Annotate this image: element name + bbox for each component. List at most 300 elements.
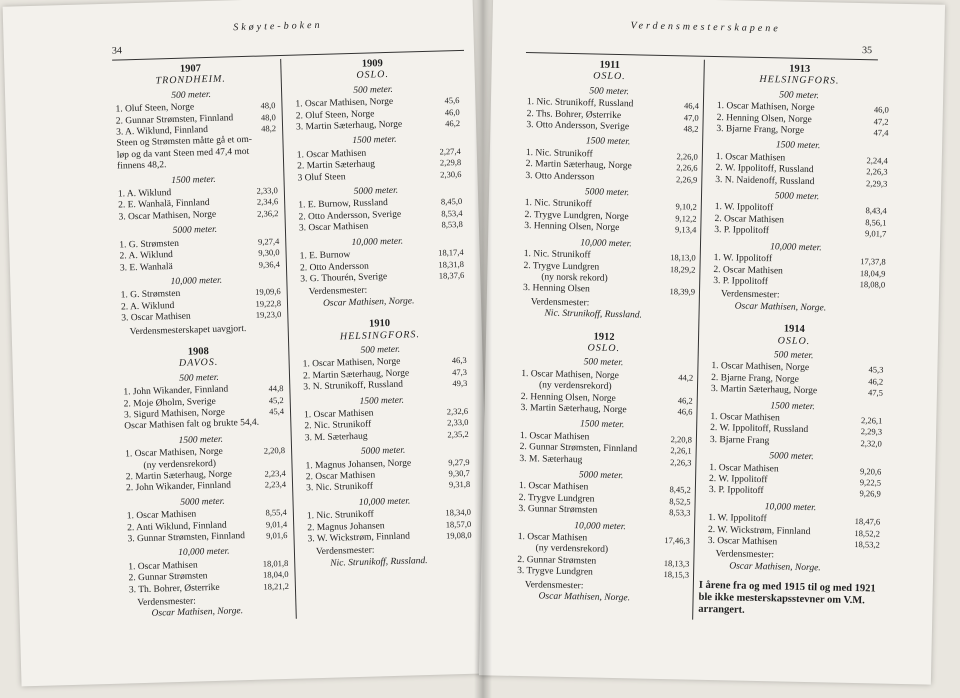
result-time: 9,31,8 (448, 479, 471, 490)
skater-name: 3. Martin Sæterhaug, Norge (710, 384, 818, 397)
result-time: 2,33,0 (447, 417, 469, 428)
result-time: 18,13,3 (663, 557, 690, 569)
skater-name: 2. W. Ippolitoff (708, 473, 768, 486)
result-time: 9,01,6 (266, 529, 288, 541)
skater-name: 1. Oscar Mathisen (709, 462, 779, 475)
result-time: 8,52,5 (669, 495, 691, 507)
result-time: 47,4 (873, 127, 889, 138)
skater-name: 3. A. Wiklund, Finnland (116, 125, 209, 138)
skater-name: 1. Oscar Mathisen (296, 148, 367, 161)
result-time: 2,26,9 (676, 173, 698, 185)
result-time: 18,53,2 (854, 539, 880, 550)
skater-name: 2. Anti Wiklund, Finnland (127, 520, 227, 534)
result-row (510, 504, 690, 519)
skater-name: 1. Oscar Mathisen, Norge (125, 446, 223, 460)
distance-heading: 10,000 meter. (351, 236, 404, 248)
championship-city: HELSINGFORS. (339, 328, 421, 342)
skater-name: 3. P. Ippolitoff (713, 275, 769, 288)
result-row (707, 175, 887, 190)
result-time: 46,4 (683, 100, 700, 111)
skater-name: 3. M. Sæterhaug (519, 453, 583, 465)
skater-name: 2. Nic. Strunikoff (304, 419, 372, 432)
distance-heading: 500 meter. (179, 372, 219, 384)
result-time (655, 383, 693, 395)
skater-name: 3. P. Ippolitoff (708, 485, 764, 497)
distance-heading: 1500 meter. (775, 140, 821, 152)
skater-name: 2. Henning Olsen, Norge (520, 391, 616, 404)
skater-name: 3. M. Sæterhaug (304, 431, 368, 444)
result-row (702, 435, 882, 450)
result-time: 9,01,7 (864, 228, 887, 239)
result-row (512, 403, 692, 418)
skater-name: 3. Gunnar Strømsten (518, 504, 598, 516)
result-time: 18,29,2 (669, 263, 696, 275)
world-champion-label: Verdensmesterskapet uavgjort. (129, 323, 247, 337)
distance-heading: 5000 meter. (353, 185, 399, 198)
skater-name: 3. Otto Andersson, Sverige (526, 120, 630, 133)
result-row (706, 225, 886, 240)
result-row (516, 221, 696, 236)
result-time: 9,12,2 (675, 213, 697, 224)
championship-block (114, 344, 290, 628)
world-champion-label: Verdensmester: (137, 596, 197, 609)
skater-name: 1. Nic. Strunikoff, Russland (526, 97, 634, 110)
result-time: 9,36,4 (258, 258, 281, 270)
result-time: 18,57,0 (445, 518, 472, 530)
left-page (3, 0, 492, 686)
world-champion-label: Verdensmester: (720, 289, 780, 301)
skater-name: 2. A. Wiklund (120, 300, 175, 313)
world-champion-label: Verdensmester: (315, 545, 375, 558)
result-time: 47,5 (867, 387, 884, 398)
distance-heading: 5000 meter. (769, 451, 814, 463)
distance-heading: 10,000 meter. (358, 496, 411, 508)
skater-name: 2. Otto Andersson (299, 261, 369, 273)
result-time: 8,45,0 (440, 196, 463, 207)
result-time: 8,53,3 (669, 507, 691, 518)
skater-name: 3. Bjarne Frang (709, 434, 770, 447)
skater-name: 3. Henning Olsen, Norge (524, 221, 620, 234)
result-time: 47,0 (683, 111, 699, 123)
result-time: 17,46,3 (664, 535, 690, 546)
skater-name: 1. E. Burnow (299, 250, 351, 262)
skater-name: 1. G. Strømsten (120, 289, 181, 301)
distance-heading: 500 meter. (779, 90, 820, 101)
skater-name: 1. Oscar Mathisen (518, 481, 589, 493)
world-champion-name: Oscar Mathisen, Norge. (322, 296, 415, 309)
distance-heading: 5000 meter. (774, 191, 820, 203)
skater-name: 2. Trygve Lundgren (523, 260, 600, 273)
column-right-1 (508, 54, 700, 612)
skater-name: 1. Oscar Mathisen (303, 408, 374, 421)
skater-name: (ny norsk rekord) (541, 272, 608, 284)
result-note: løp og da vant Steen med 47,4 mot (116, 146, 250, 161)
result-time: 8,45,2 (669, 484, 691, 495)
result-time: 19,23,0 (255, 309, 282, 320)
world-champion-label: Verdensmester: (524, 579, 584, 592)
championship-year: 1909 (361, 58, 383, 70)
skater-name: 3. Oscar Mathisen (707, 535, 778, 548)
skater-name: 2. Oscar Mathisen (713, 264, 783, 276)
column-right-2 (698, 58, 890, 626)
result-time: 8,53,4 (441, 207, 463, 219)
result-time: 18,13,0 (670, 252, 696, 263)
result-time: 18,34,0 (445, 507, 472, 518)
result-time: 2,26,1 (861, 415, 883, 426)
result-row (511, 453, 691, 468)
result-time: 9,01,4 (265, 518, 288, 530)
skater-name: 1. Oscar Mathisen (710, 411, 780, 424)
running-head-left: Skøyte-boken (233, 19, 323, 34)
result-time: 45,6 (444, 95, 460, 106)
result-time: 8,43,4 (865, 205, 887, 217)
result-time: 9,30,7 (448, 467, 470, 479)
page-number-left: 34 (111, 45, 123, 57)
result-time: 45,4 (268, 405, 285, 417)
championship-block (704, 62, 889, 322)
skater-name: 2. W. Ippolitoff, Russland (710, 423, 809, 436)
result-row (701, 485, 881, 500)
skater-name: 2. Martin Sæterhaug (297, 159, 376, 172)
skater-name: 2. Martin Sæterhaug, Norge (525, 159, 632, 172)
result-row (518, 120, 698, 135)
result-time: 2,34,6 (256, 196, 279, 208)
running-head-right: Verdensmesterskapene (630, 20, 781, 35)
skater-name: 1. Oscar Mathisen, Norge (302, 357, 401, 370)
skater-name: 1. Oscar Mathisen, Norge (521, 368, 620, 381)
result-time: 47,3 (451, 366, 468, 378)
skater-name: 1. Nic. Strunikoff (306, 509, 374, 522)
result-time: 2,26,3 (866, 166, 888, 177)
result-time: 2,33,0 (256, 185, 278, 196)
skater-name: 2. John Wikander, Finnland (125, 480, 232, 494)
skater-name: 1. E. Burnow, Russland (298, 198, 389, 211)
world-champion-name: Oscar Mathisen, Norge. (151, 606, 244, 620)
championship-city: TRONDHEIM. (155, 73, 227, 87)
page-number-right: 35 (861, 45, 873, 57)
result-time: 18,04,9 (859, 267, 886, 279)
skater-name: 3. Trygve Lundgren (517, 566, 593, 578)
result-time: 2,35,2 (447, 428, 469, 440)
result-time: 46,2 (677, 394, 693, 406)
result-time: 45,3 (868, 364, 884, 375)
distance-heading: 10,000 meter. (770, 241, 822, 253)
result-time: 46,0 (444, 106, 460, 118)
result-time: 2,26,6 (676, 162, 698, 173)
result-time: 44,2 (678, 372, 694, 383)
result-time: 46,3 (451, 355, 467, 366)
championship-year: 1912 (593, 331, 615, 343)
skater-name: 1. Oscar Mathisen, Norge (295, 97, 394, 110)
result-time: 2,32,6 (446, 405, 469, 417)
distance-heading: 500 meter. (583, 357, 624, 369)
championship-block (698, 322, 884, 626)
result-time: 9,27,9 (448, 456, 470, 468)
skater-name: 1. Oscar Mathisen (517, 532, 588, 544)
skater-name: 3. Martin Sæterhaug, Norge (520, 402, 627, 416)
result-time: 8,55,4 (265, 507, 287, 518)
skater-name: 2. Martin Sæterhaug, Norge (125, 469, 233, 483)
distance-heading: 1500 meter. (585, 136, 631, 148)
result-time: 2,23,4 (264, 479, 287, 490)
result-time: 9,22,5 (859, 477, 882, 488)
column-left-1 (106, 57, 290, 627)
skater-name: 2. Magnus Johansen (307, 520, 385, 534)
result-time: 2,26,3 (670, 456, 692, 468)
result-row (515, 283, 695, 298)
distance-heading: 5000 meter. (578, 470, 624, 482)
result-time: 18,08,0 (859, 278, 886, 290)
skater-name: 1. Oluf Steen, Norge (115, 102, 195, 115)
distance-heading: 10,000 meter. (574, 520, 626, 532)
distance-heading: 5000 meter. (584, 187, 630, 199)
skater-name: 2. Otto Andersson, Sverige (298, 209, 402, 223)
skater-name: 2. Bjarne Frang, Norge (711, 372, 799, 385)
result-time: 17,37,8 (860, 256, 886, 267)
result-time: 19,08,0 (445, 529, 472, 541)
skater-name: 3. Th. Bohrer, Østerrike (128, 582, 220, 596)
skater-name: 3. Nic. Strunikoff (306, 481, 374, 494)
skater-name: 3. Oscar Mathisen (121, 311, 191, 324)
skater-name: 1. Nic. Strunikoff (523, 249, 591, 261)
skater-name: 2. Gunnar Strømsten, Finnland (519, 442, 638, 455)
skater-name: 1. Oscar Mathisen (128, 560, 198, 573)
skater-name: 1. Oscar Mathisen, Norge (716, 101, 815, 114)
skater-name: 2. Moje Øholm, Sverige (123, 396, 216, 410)
result-time: 9,13,4 (674, 224, 697, 235)
result-time: 48,0 (260, 111, 276, 123)
championship-year: 1913 (789, 63, 811, 75)
result-time: 9,26,9 (859, 488, 881, 499)
skater-name: 1. W. Ippolitoff (708, 513, 767, 525)
skater-name: 2. Ths. Bohrer, Østerrike (526, 108, 622, 121)
skater-name: 1. Oscar Mathisen (126, 509, 197, 522)
world-champion-label: Verdensmester: (530, 296, 590, 309)
skater-name: 2. W. Ippolitoff, Russland (715, 163, 814, 176)
result-time: 2,27,4 (439, 145, 461, 157)
skater-name: 2. Gunnar Strømsten (517, 554, 597, 567)
result-time: 44,8 (268, 383, 284, 394)
result-time: 9,10,2 (675, 201, 697, 213)
skater-name: 2. E. Wanhalä, Finnland (118, 198, 210, 212)
world-champion-name: Nic. Strunikoff, Russland. (544, 308, 642, 321)
distance-heading: 1500 meter. (359, 395, 405, 407)
closing-note: I årene fra og med 1915 til og med 1921 ble ikke mesterskapsstevner om V.M. arrangert. (698, 580, 876, 616)
result-time: 19,22,8 (255, 297, 282, 309)
championship-city: OSLO. (777, 334, 811, 347)
distance-heading: 1500 meter. (178, 434, 224, 446)
column-left-2 (286, 52, 472, 577)
skater-name: 3. Oscar Mathisen (298, 221, 369, 234)
skater-name: 1. Oscar Mathisen (715, 151, 786, 164)
result-row (517, 171, 697, 186)
championship-city: DAVOS. (178, 357, 219, 370)
distance-heading: 1500 meter. (352, 135, 397, 147)
championship-year: 1911 (599, 59, 621, 72)
skater-name: 3. Sigurd Mathisen, Norge (123, 407, 226, 421)
distance-heading: 10,000 meter. (764, 501, 817, 514)
result-time: 2,23,4 (264, 467, 286, 479)
result-time: 18,01,8 (262, 557, 289, 569)
result-time: 46,6 (677, 406, 693, 417)
result-note: Oscar Mathisen falt og brukte 54,4. (124, 418, 260, 432)
result-time: 18,39,9 (669, 286, 696, 297)
result-time: 48,0 (260, 100, 276, 111)
skater-name: 1. A. Wiklund (117, 188, 172, 200)
world-champion-name: Oscar Mathisen, Norge. (729, 561, 821, 574)
result-time: 2,20,8 (263, 445, 286, 456)
skater-name: 3. W. Wickstrøm, Finnland (307, 531, 411, 545)
result-time: 19,09,6 (255, 286, 281, 298)
distance-heading: 1500 meter. (770, 400, 815, 412)
result-time: 2,24,4 (866, 155, 888, 166)
result-time: 46,2 (868, 376, 884, 387)
result-note: finnens 48,2. (116, 160, 167, 172)
skater-name: 3. N. Naidenoff, Russland (715, 174, 815, 187)
distance-heading: 10,000 meter. (580, 237, 632, 249)
skater-name: (ny verdensrekord) (143, 458, 217, 471)
skater-name: 1. Nic. Strunikoff (525, 147, 593, 160)
skater-name: 1. W. Ippolitoff (714, 202, 774, 214)
result-row (708, 124, 888, 139)
result-time: 8,56,1 (865, 217, 887, 228)
distance-heading: 500 meter. (360, 344, 401, 356)
result-row (703, 384, 883, 399)
result-time: 9,30,0 (258, 247, 280, 258)
championship-block (106, 61, 282, 345)
distance-heading: 10,000 meter. (178, 547, 230, 559)
skater-name: 2. Oluf Steen, Norge (295, 108, 375, 122)
skater-name: 2. Martin Sæterhaug, Norge (302, 368, 410, 382)
championship-city: OSLO. (593, 70, 626, 83)
skater-name: 3. N. Strunikoff, Russland (303, 379, 404, 393)
championship-city: HELSINGFORS. (759, 74, 840, 88)
right-page (479, 0, 945, 685)
result-time: 45,2 (268, 394, 284, 405)
result-time: 2,29,8 (439, 157, 462, 168)
result-time: 2,26,1 (670, 445, 692, 456)
championship-block (293, 316, 472, 577)
championship-city: OSLO. (356, 69, 390, 82)
skater-name: 2. Trygve Lundgren (518, 492, 595, 505)
skater-name: (ny verdensrekord) (535, 543, 609, 556)
result-time: 2,32,0 (860, 437, 882, 449)
result-time: 49,3 (452, 378, 468, 389)
result-row (509, 566, 689, 581)
result-time: 46,2 (445, 118, 461, 129)
skater-name: 3. Henning Olsen (522, 283, 590, 295)
result-time: 18,37,6 (438, 269, 465, 281)
result-row (705, 276, 885, 291)
skater-name: 1. Magnus Johansen, Norge (305, 458, 412, 472)
skater-name: 1. Oscar Mathisen (519, 430, 590, 443)
skater-name: 2. A. Wiklund (119, 250, 174, 262)
skater-name: 3. E. Wanhalä (119, 261, 173, 274)
result-time: 2,26,0 (676, 151, 698, 162)
world-champion-label: Verdensmester: (715, 549, 775, 561)
result-time: 18,17,4 (437, 247, 464, 258)
skater-name: 2. Oscar Mathisen (305, 470, 376, 483)
skater-name: 1. W. Ippolitoff (713, 253, 773, 265)
distance-heading: 500 meter. (171, 89, 212, 101)
championship-year: 1907 (179, 63, 202, 75)
result-time: 2,30,6 (440, 168, 462, 180)
world-champion-label: Verdensmester: (308, 285, 368, 298)
distance-heading: 1500 meter. (171, 174, 216, 186)
skater-name: 3. G. Thourén, Sverige (300, 271, 388, 285)
championship-block (508, 329, 694, 612)
result-time: 18,47,6 (854, 516, 881, 527)
result-time: 8,53,8 (441, 219, 463, 230)
result-note: Steen og Strømsten måtte gå et om- (116, 135, 253, 150)
skater-name: (ny verdensrekord) (538, 380, 612, 393)
championship-block (286, 56, 465, 317)
result-time: 18,04,0 (262, 569, 289, 580)
result-time: 46,0 (873, 104, 889, 115)
skater-name: 2. Gunnar Strømsten (128, 571, 208, 584)
skater-name: 1. Nic. Strunikoff (524, 198, 592, 210)
skater-name: 3. Martin Sæterhaug, Norge (295, 119, 403, 133)
skater-name: 2. Oscar Mathisen (714, 213, 785, 226)
result-time: 2,29,3 (860, 426, 883, 437)
skater-name: 3. P. Ippolitoff (714, 225, 770, 237)
result-time: 18,31,8 (438, 258, 465, 270)
skater-name: 1. John Wikander, Finnland (123, 384, 229, 398)
distance-heading: 500 meter. (589, 86, 630, 98)
distance-heading: 1500 meter. (579, 419, 625, 431)
championship-city: OSLO. (587, 342, 621, 355)
result-row (700, 536, 880, 551)
result-time (651, 546, 689, 558)
result-time: 2,20,8 (670, 433, 693, 445)
skater-name: 2. Henning Olsen, Norge (716, 112, 812, 125)
distance-heading: 5000 meter. (180, 496, 225, 508)
distance-heading: 500 meter. (353, 84, 393, 96)
championship-block (514, 58, 700, 329)
result-time: 48,2 (261, 123, 277, 134)
distance-heading: 5000 meter. (360, 445, 406, 458)
result-time: 2,29,3 (865, 177, 888, 189)
skater-name: 1. G. Strømsten (119, 238, 180, 251)
result-time: 9,20,6 (859, 465, 882, 477)
world-champion-name: Oscar Mathisen, Norge. (734, 301, 827, 314)
skater-name: 3. Oscar Mathisen, Norge (118, 209, 217, 223)
result-time: 18,21,2 (263, 580, 290, 592)
result-time: 9,27,4 (257, 235, 280, 247)
skater-name: 2. Trygve Lundgren, Norge (524, 209, 629, 223)
result-time: 18,52,2 (854, 527, 881, 539)
skater-name: 3. Otto Andersson (525, 170, 595, 183)
book-gutter (474, 0, 492, 698)
world-champion-name: Oscar Mathisen, Norge. (538, 591, 631, 604)
skater-name: 2. Gunnar Strømsten, Finnland (115, 112, 234, 127)
result-time: 2,36,2 (257, 207, 279, 219)
skater-name: 3. Bjarne Frang, Norge (716, 124, 805, 136)
distance-heading: 5000 meter. (172, 225, 218, 237)
championship-year: 1910 (368, 318, 391, 330)
skater-name: 1. Oscar Mathisen, Norge (711, 361, 810, 374)
distance-heading: 500 meter. (773, 350, 814, 362)
championship-year: 1908 (187, 346, 209, 358)
skater-name: 2. W. Wickstrøm, Finnland (707, 524, 811, 537)
world-champion-name: Nic. Strunikoff, Russland. (330, 555, 428, 569)
result-time (657, 275, 695, 287)
result-time: 48,2 (683, 123, 699, 134)
skater-name: 3 Oluf Steen (297, 171, 346, 184)
result-time: 47,2 (873, 115, 889, 127)
skater-name: 3. Gunnar Strømsten, Finnland (127, 531, 246, 545)
championship-year: 1914 (783, 323, 805, 336)
